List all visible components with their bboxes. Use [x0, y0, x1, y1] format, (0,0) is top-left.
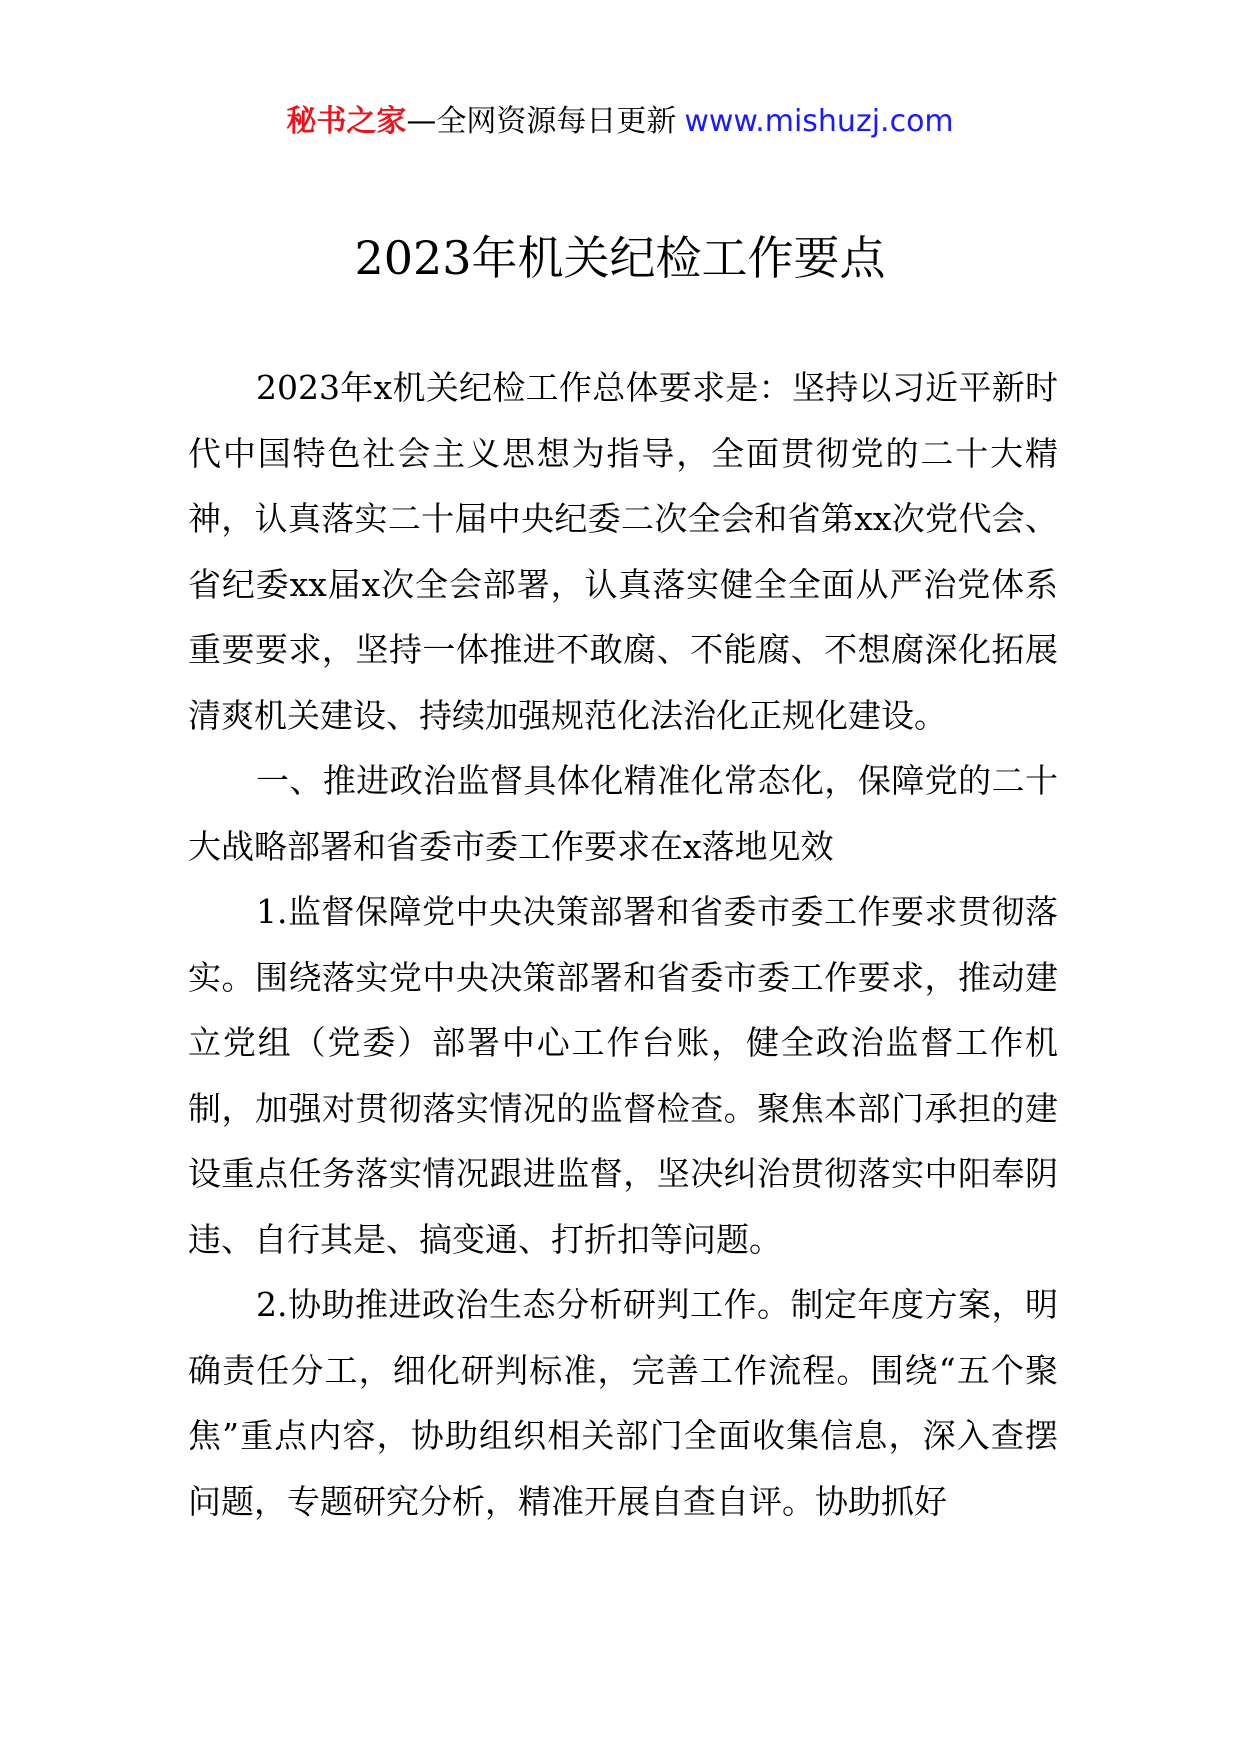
item-paragraph-2: 2.协助推进政治生态分析研判工作。制定年度方案，明确责任分工，细化研判标准，完善工作流程。围绕“五个聚焦”重点内容，协助组织相关部门全面收集信息，深入查摆问题，专题研究分析，精准开展自查自评。协助抓好 [188, 1285, 1058, 1521]
site-header [0, 100, 1240, 144]
item-paragraph-1: 1.监督保障党中央决策部署和省委市委工作要求贯彻落实。围绕落实党中央决策部署和省委市委工作要求，推动建立党组（党委）部署中心工作台账，健全政治监督工作机制，加强对贯彻落实情况的监督检查。聚焦本部门承担的建设重点任务落实情况跟进监督，坚决纠治贯彻落实中阳奉阴违、自行其是、搞变通、打折扣等问题。 [188, 892, 1058, 1259]
document-body [188, 355, 1058, 1534]
intro-paragraph: 2023年x机关纪检工作总体要求是：坚持以习近平新时代中国特色社会主义思想为指导，全面贯彻党的二十大精神，认真落实二十届中央纪委二次全会和省第xx次党代会、省纪委xx届x次全会部署，认真落实健全全面从严治党体系重要要求，坚持一体推进不敢腐、不能腐、不想腐深化拓展清爽机关建设、持续加强规范化法治化正规化建设。 [188, 368, 1058, 735]
document-title: 2023年机关纪检工作要点 [354, 231, 886, 285]
site-tagline: —全网资源每日更新 [406, 104, 677, 139]
section-heading-1: 一、推进政治监督具体化精准化常态化，保障党的二十大战略部署和省委市委工作要求在x落地见效 [188, 761, 1058, 866]
site-brand: 秘书之家 [286, 104, 407, 139]
site-url-link[interactable]: www.mishuzj.com [684, 104, 954, 139]
